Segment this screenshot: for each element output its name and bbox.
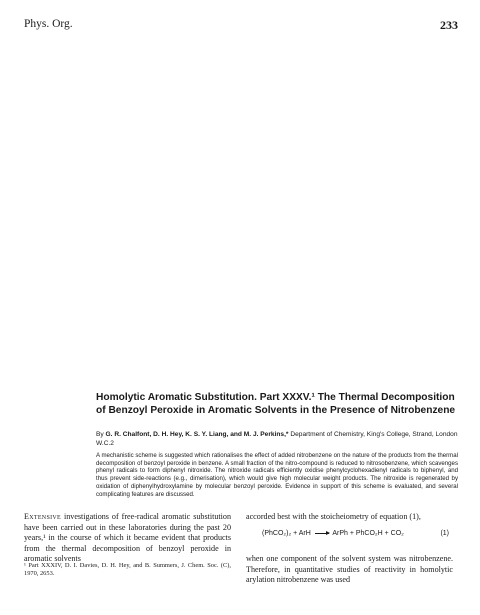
body-right-text: when one component of the solvent system was nitrobenzene. Therefore, in quantitative studies of reactivity in homolytic arylation nitrobenzene was used <box>246 554 453 585</box>
body-right-intro: accorded best with the stoicheiometry of equation (1), <box>246 512 421 521</box>
equation-number: (1) <box>440 530 449 537</box>
author-line <box>96 431 458 448</box>
page-number: 233 <box>440 18 458 32</box>
authors-prefix: By <box>96 431 104 438</box>
reaction-arrow-icon <box>315 533 329 534</box>
footnote: ¹ Part XXXIV, D. I. Davies, D. H. Hey, and B. Summers, J. Chem. Soc. (C), 1970, 2653. <box>24 562 231 578</box>
body-left-text: investigations of free-radical aromatic substitution have been carried out in these laboratories during the past 20 years,¹ in the course of which it became evident that products from the thermal decomposition of benzoyl peroxide in aromatic solvents <box>24 512 231 564</box>
equation-body <box>262 530 404 537</box>
affiliation: Department of Chemistry, King's College, Strand, London W.C.2 <box>96 431 458 447</box>
opening-word: Extensive <box>24 512 61 521</box>
body-left-column <box>24 512 231 565</box>
article-title: Homolytic Aromatic Substitution. Part XXXV.¹ The Thermal Decomposition of Benzoyl Peroxide in Aromatic Solvents in the Presence of Nitrobenzene <box>96 392 456 416</box>
equation-1 <box>246 530 453 542</box>
running-header-journal: Phys. Org. <box>24 18 73 30</box>
author-names: G. R. Chalfont, D. H. Hey, K. S. Y. Liang, and M. J. Perkins,* <box>105 431 289 438</box>
abstract: A mechanistic scheme is suggested which rationalises the effect of added nitrobenzene on the nature of the products from the thermal decomposition of benzoyl peroxide in benzene. A small fraction of the nitro-compound is reduced to nitrosobenzene, which scavenges phenyl radicals to form diphenyl nitroxide. The nitroxide radicals efficiently oxidise phenylcyclohexadienyl radicals to biphenyl, and thus prevent side-reactions (e.g., dimerisation), which would give high molecular weight products. The nitroxide is regenerated by oxidation of diphenylhydroxylamine by molecular benzoyl peroxide. Evidence in support of this scheme is evaluated, and several complicating features are discussed. <box>96 452 458 498</box>
equation-reactants: (PhCO₂)₂ + ArH <box>262 530 311 537</box>
equation-products: ArPh + PhCO₂H + CO₂ <box>332 530 404 537</box>
